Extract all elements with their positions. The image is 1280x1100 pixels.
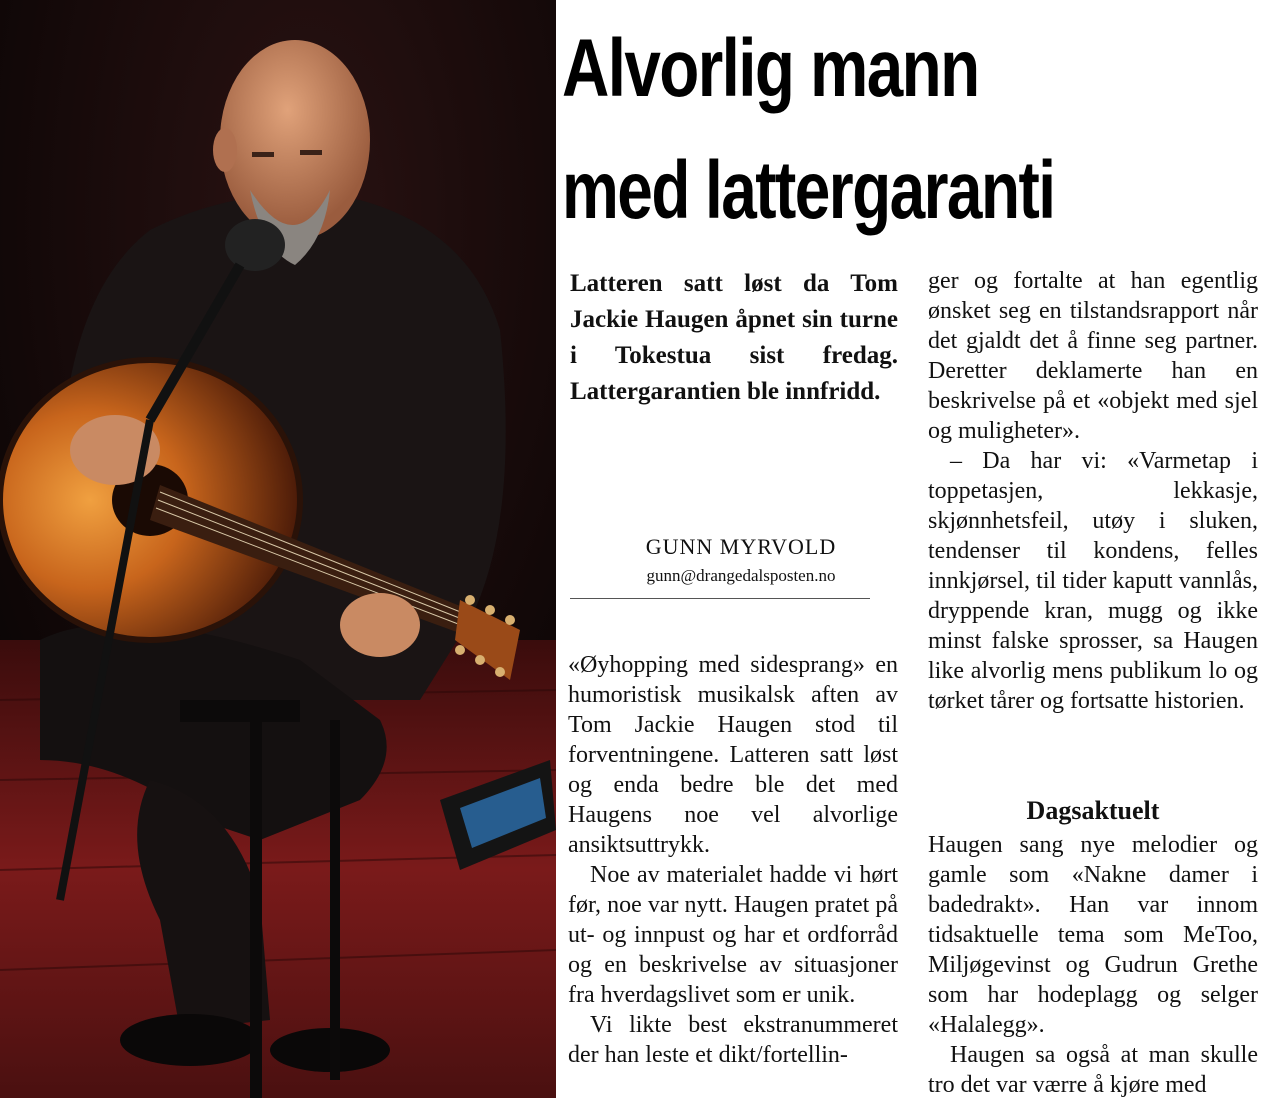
lead-paragraph: Latteren satt løst da Tom Jackie Haugen åpnet sin turne i Tokestua sist fredag. Lattergarantien ble innfridd. (570, 270, 898, 405)
performer-photo (0, 0, 556, 1098)
body-paragraph: «Øyhopping med sidesprang» en humoristisk musikalsk aften av Tom Jackie Haugen stod til forventningene. Latteren satt løst og enda bedre ble det med Haugens noe vel alvorlige ansiktsuttrykk. (568, 652, 898, 858)
section-subheading: Dagsaktuelt (1026, 796, 1160, 825)
article-column-2-continued (928, 830, 1258, 1100)
body-paragraph: Haugen sang nye melodier og gamle som «Nakne damer i badedrakt». Han var innom tidsaktuelle tema som MeToo, Miljøgevinst og Gudrun Grethe som har hodeplagg og selger «Halalegg». (928, 832, 1258, 1038)
byline-divider (570, 598, 870, 599)
body-paragraph: – Da har vi: «Varmetap i toppetasjen, lekkasje, skjønnhetsfeil, utøy i sluken, tendenser til kondens, felles innkjørsel, til tider kaputt vannlås, dryppende kran, mugg og ikke minst falske sprosser, sa Haugen like alvorlig mens publikum lo og tørket tårer og fortsatte historien. (928, 448, 1258, 714)
body-paragraph: Noe av materialet hadde vi hørt før, noe var nytt. Haugen pratet på ut- og innpust og har et ordforråd og en beskrivelse av situasjoner fra hverdagslivet som er unik. (568, 862, 898, 1008)
article-column-1 (568, 650, 898, 1070)
body-paragraph: ger og fortalte at han egentlig ønsket seg en tilstandsrapport når det gjaldt det å finne seg partner. Deretter deklamerte han en beskrivelse på et «objekt med sjel og muligheter». (928, 268, 1258, 444)
byline-name: GUNN MYRVOLD (645, 534, 837, 559)
byline-email[interactable]: gunn@drangedalsposten.no (646, 566, 836, 585)
body-paragraph: Vi likte best ekstranummeret der han leste et dikt/fortellin- (568, 1012, 898, 1068)
headline-line-1: Alvorlig mann (562, 23, 979, 114)
body-paragraph: Haugen sa også at man skulle tro det var værre å kjøre med (928, 1042, 1258, 1098)
headline-line-2: med lattergaranti (562, 145, 1055, 236)
article-column-2 (928, 266, 1258, 716)
performer-with-guitar-photo (0, 0, 556, 1098)
